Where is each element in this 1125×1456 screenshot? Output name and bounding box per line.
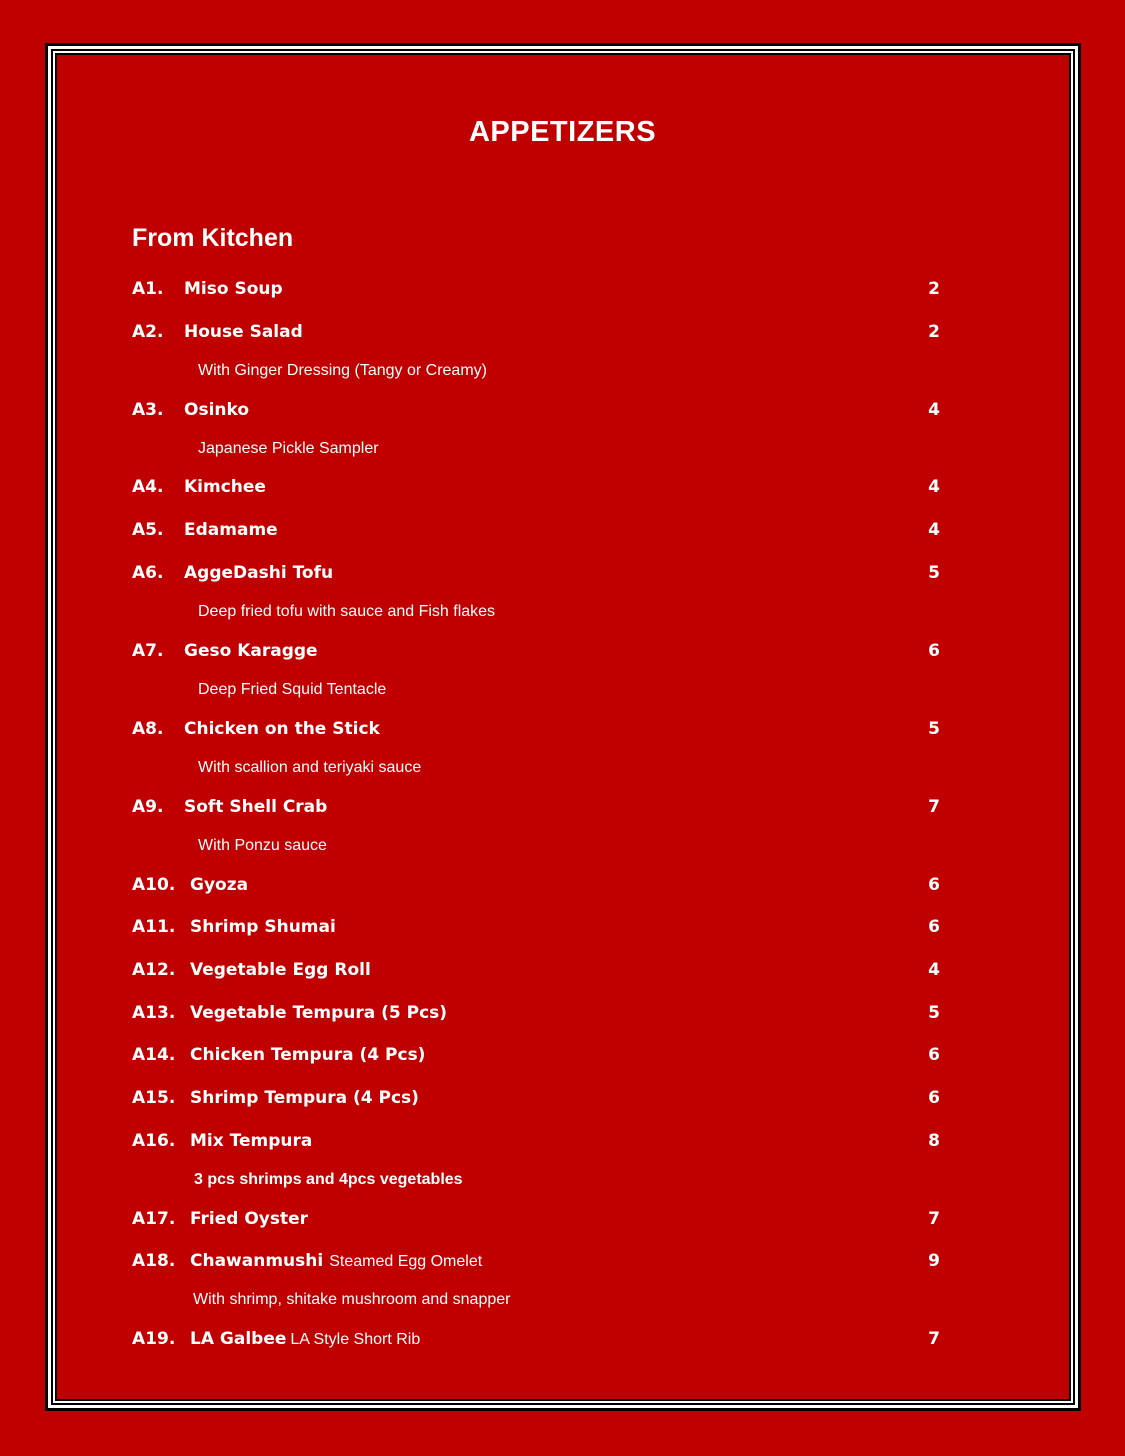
item-price: 7 xyxy=(928,1209,940,1229)
item-name: Shrimp Tempura (4 Pcs) xyxy=(190,1088,419,1108)
menu-item-a18 xyxy=(132,1249,940,1273)
item-code: A17. xyxy=(132,1209,176,1229)
menu-item-a8 xyxy=(132,717,940,741)
item-description-a3 xyxy=(132,437,940,461)
item-price: 7 xyxy=(928,1329,940,1349)
item-code: A2. xyxy=(132,322,164,342)
item-name-note: LA Style Short Rib xyxy=(290,1331,421,1348)
menu-item-a2 xyxy=(132,320,940,344)
item-price: 6 xyxy=(928,1088,940,1108)
item-description: With scallion and teriyaki sauce xyxy=(198,759,422,776)
menu-item-a15 xyxy=(132,1086,940,1110)
item-description: Deep fried tofu with sauce and Fish flakes xyxy=(198,603,496,620)
item-name-text: LA Galbee xyxy=(190,1329,287,1349)
item-code: A19. xyxy=(132,1329,176,1349)
item-code: A11. xyxy=(132,917,176,937)
item-price: 4 xyxy=(928,960,940,980)
item-code: A1. xyxy=(132,279,164,299)
menu-item-a12 xyxy=(132,958,940,982)
item-name xyxy=(190,1327,420,1352)
item-code: A5. xyxy=(132,520,164,540)
item-name-text: Chawanmushi xyxy=(190,1251,324,1271)
menu-item-a19 xyxy=(132,1327,940,1351)
item-name xyxy=(190,1249,482,1274)
item-price: 5 xyxy=(928,1003,940,1023)
item-description-a8 xyxy=(132,756,940,780)
item-name: Vegetable Tempura (5 Pcs) xyxy=(190,1003,448,1023)
menu-item-a11 xyxy=(132,915,940,939)
item-code: A9. xyxy=(132,797,164,817)
section-heading: From Kitchen xyxy=(132,224,294,252)
item-name-note: Steamed Egg Omelet xyxy=(329,1253,483,1270)
item-name: Vegetable Egg Roll xyxy=(190,960,371,980)
menu-item-a10 xyxy=(132,873,940,897)
item-price: 6 xyxy=(928,917,940,937)
item-code: A6. xyxy=(132,563,164,583)
item-description-a16 xyxy=(132,1168,940,1192)
menu-item-a7 xyxy=(132,639,940,663)
item-description: Japanese Pickle Sampler xyxy=(198,440,379,457)
item-description-a7 xyxy=(132,678,940,702)
item-price: 6 xyxy=(928,641,940,661)
item-description: With Ginger Dressing (Tangy or Creamy) xyxy=(198,362,487,379)
item-name: Osinko xyxy=(184,400,250,420)
menu-item-a17 xyxy=(132,1207,940,1231)
menu-item-a6 xyxy=(132,561,940,585)
item-name: Fried Oyster xyxy=(190,1209,309,1229)
item-price: 4 xyxy=(928,400,940,420)
item-description: With Ponzu sauce xyxy=(198,837,327,854)
item-name: Kimchee xyxy=(184,477,266,497)
menu-item-a5 xyxy=(132,518,940,542)
item-name: Miso Soup xyxy=(184,279,283,299)
menu-list xyxy=(132,0,942,1456)
item-code: A18. xyxy=(132,1251,176,1271)
menu-item-a16 xyxy=(132,1129,940,1153)
item-name: Gyoza xyxy=(190,875,249,895)
item-code: A15. xyxy=(132,1088,176,1108)
item-code: A10. xyxy=(132,875,176,895)
item-code: A8. xyxy=(132,719,164,739)
item-price: 7 xyxy=(928,797,940,817)
menu-item-a3 xyxy=(132,398,940,422)
page-title: APPETIZERS xyxy=(468,116,657,148)
item-name: Chicken on the Stick xyxy=(184,719,380,739)
menu-item-a13 xyxy=(132,1001,940,1025)
menu-item-a4 xyxy=(132,475,940,499)
item-price: 6 xyxy=(928,875,940,895)
item-description-a2 xyxy=(132,359,940,383)
item-name: Geso Karagge xyxy=(184,641,318,661)
item-price: 4 xyxy=(928,520,940,540)
item-price: 4 xyxy=(928,477,940,497)
item-price: 5 xyxy=(928,563,940,583)
item-code: A13. xyxy=(132,1003,176,1023)
item-description: 3 pcs shrimps and 4pcs vegetables xyxy=(194,1171,463,1188)
menu-item-a1 xyxy=(132,277,940,301)
item-description-a6 xyxy=(132,600,940,624)
item-name: House Salad xyxy=(184,322,303,342)
item-name: AggeDashi Tofu xyxy=(184,563,334,583)
item-description: With shrimp, shitake mushroom and snapper xyxy=(193,1291,511,1308)
item-code: A16. xyxy=(132,1131,176,1151)
item-price: 5 xyxy=(928,719,940,739)
item-code: A7. xyxy=(132,641,164,661)
item-description-a9 xyxy=(132,834,940,858)
item-price: 2 xyxy=(928,322,940,342)
item-name: Soft Shell Crab xyxy=(184,797,328,817)
item-description: Deep Fried Squid Tentacle xyxy=(198,681,387,698)
item-name: Chicken Tempura (4 Pcs) xyxy=(190,1045,426,1065)
item-name: Mix Tempura xyxy=(190,1131,313,1151)
item-code: A3. xyxy=(132,400,164,420)
item-code: A4. xyxy=(132,477,164,497)
item-price: 8 xyxy=(928,1131,940,1151)
item-code: A12. xyxy=(132,960,176,980)
item-price: 9 xyxy=(928,1251,940,1271)
menu-item-a9 xyxy=(132,795,940,819)
item-name: Shrimp Shumai xyxy=(190,917,336,937)
item-name: Edamame xyxy=(184,520,278,540)
item-price: 2 xyxy=(928,279,940,299)
item-code: A14. xyxy=(132,1045,176,1065)
menu-item-a14 xyxy=(132,1043,940,1067)
item-price: 6 xyxy=(928,1045,940,1065)
item-description-a18 xyxy=(132,1288,940,1312)
